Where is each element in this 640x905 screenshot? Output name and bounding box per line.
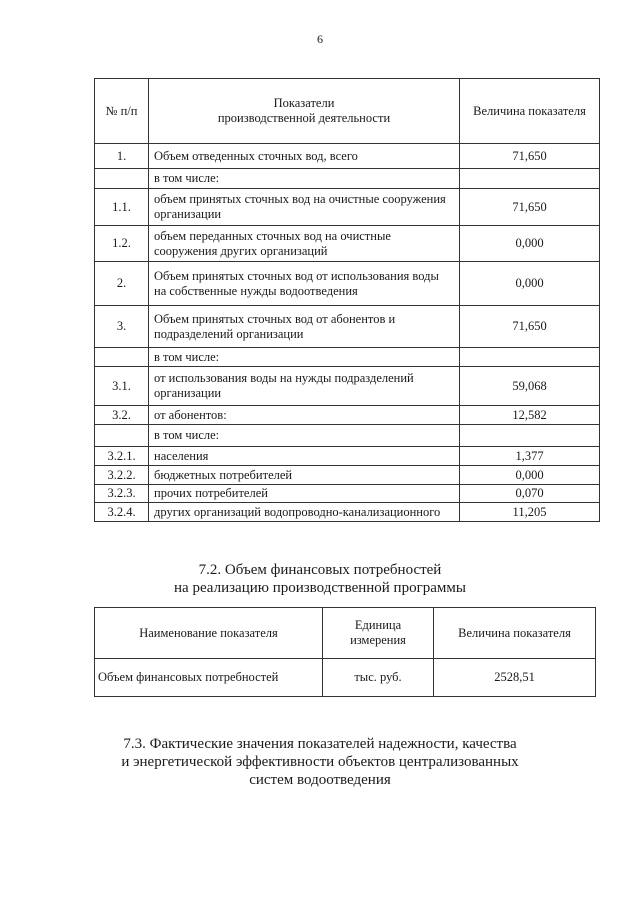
row-value [460, 169, 600, 189]
table-row [95, 189, 600, 226]
header-unit-line2: измерения [350, 633, 406, 647]
row-label: объем переданных сточных вод на очистные сооружения других организаций [149, 226, 460, 262]
financial-needs-table [94, 607, 596, 697]
row-value: 71,650 [460, 189, 600, 226]
section-7-3-title [0, 735, 640, 789]
row-num: 1.1. [95, 189, 149, 226]
row-value: 0,000 [460, 466, 600, 485]
header-unit [323, 608, 434, 659]
table-row [95, 169, 600, 189]
table-row [95, 485, 600, 503]
row-value: 59,068 [460, 367, 600, 406]
table-row [95, 306, 600, 348]
table-row [95, 226, 600, 262]
table-row [95, 348, 600, 367]
section-7-3-title-line1: 7.3. Фактические значения показателей надежности, качества [123, 736, 517, 752]
row-label: в том числе: [149, 169, 460, 189]
page-number: 6 [317, 32, 323, 46]
table-header-row [95, 608, 596, 659]
row-num: 3.2.1. [95, 447, 149, 466]
table-row [95, 262, 600, 306]
row-label: Объем принятых сточных вод от абонентов и подразделений организации [149, 306, 460, 348]
table-row [95, 503, 600, 522]
row-value [460, 348, 600, 367]
row-num: 3.2. [95, 406, 149, 425]
row-label: населения [149, 447, 460, 466]
table-row [95, 447, 600, 466]
table-row [95, 406, 600, 425]
header-unit-line1: Единица [354, 618, 402, 632]
row-value [460, 425, 600, 447]
table-row [95, 425, 600, 447]
header-name: Наименование показателя [95, 608, 323, 659]
row-label: прочих потребителей [149, 485, 460, 503]
row-label: в том числе: [149, 348, 460, 367]
row-value: 11,205 [460, 503, 600, 522]
section-7-2-title-line2: на реализацию производственной программы [174, 580, 466, 596]
header-indicator-line1: Показатели [273, 96, 335, 110]
row-value: 0,070 [460, 485, 600, 503]
table-row [95, 367, 600, 406]
row-num: 3.1. [95, 367, 149, 406]
row-label: в том числе: [149, 425, 460, 447]
row-num [95, 169, 149, 189]
row-label: бюджетных потребителей [149, 466, 460, 485]
row-num: 3. [95, 306, 149, 348]
row-label: Объем принятых сточных вод от использования воды на собственные нужды водоотведения [149, 262, 460, 306]
section-7-2-title [0, 561, 640, 597]
header-indicator-line2: производственной деятельности [217, 111, 391, 125]
row-unit: тыс. руб. [323, 659, 434, 697]
row-label: от использования воды на нужды подразделений организации [149, 367, 460, 406]
row-num: 3.2.4. [95, 503, 149, 522]
table-row [95, 659, 596, 697]
production-indicators-table [94, 78, 600, 522]
table-row [95, 144, 600, 169]
row-label: других организаций водопроводно-канализационного [149, 503, 460, 522]
row-value: 2528,51 [434, 659, 596, 697]
row-num [95, 348, 149, 367]
header-value: Величина показателя [460, 79, 600, 144]
table-header-row [95, 79, 600, 144]
row-num: 1. [95, 144, 149, 169]
header-num: № п/п [95, 79, 149, 144]
row-value: 12,582 [460, 406, 600, 425]
row-label: Объем отведенных сточных вод, всего [149, 144, 460, 169]
table-row [95, 466, 600, 485]
row-num [95, 425, 149, 447]
row-value: 0,000 [460, 262, 600, 306]
row-value: 71,650 [460, 306, 600, 348]
row-num: 2. [95, 262, 149, 306]
header-value: Величина показателя [434, 608, 596, 659]
row-num: 3.2.2. [95, 466, 149, 485]
row-value: 71,650 [460, 144, 600, 169]
row-value: 0,000 [460, 226, 600, 262]
section-7-3-title-line2: и энергетической эффективности объектов централизованных [121, 754, 519, 770]
row-num: 3.2.3. [95, 485, 149, 503]
row-label: объем принятых сточных вод на очистные сооружения организации [149, 189, 460, 226]
row-num: 1.2. [95, 226, 149, 262]
section-7-2-title-line1: 7.2. Объем финансовых потребностей [198, 562, 442, 578]
row-name: Объем финансовых потребностей [95, 659, 323, 697]
row-label: от абонентов: [149, 406, 460, 425]
section-7-3-title-line3: систем водоотведения [249, 772, 391, 788]
header-indicator [149, 79, 460, 144]
row-value: 1,377 [460, 447, 600, 466]
